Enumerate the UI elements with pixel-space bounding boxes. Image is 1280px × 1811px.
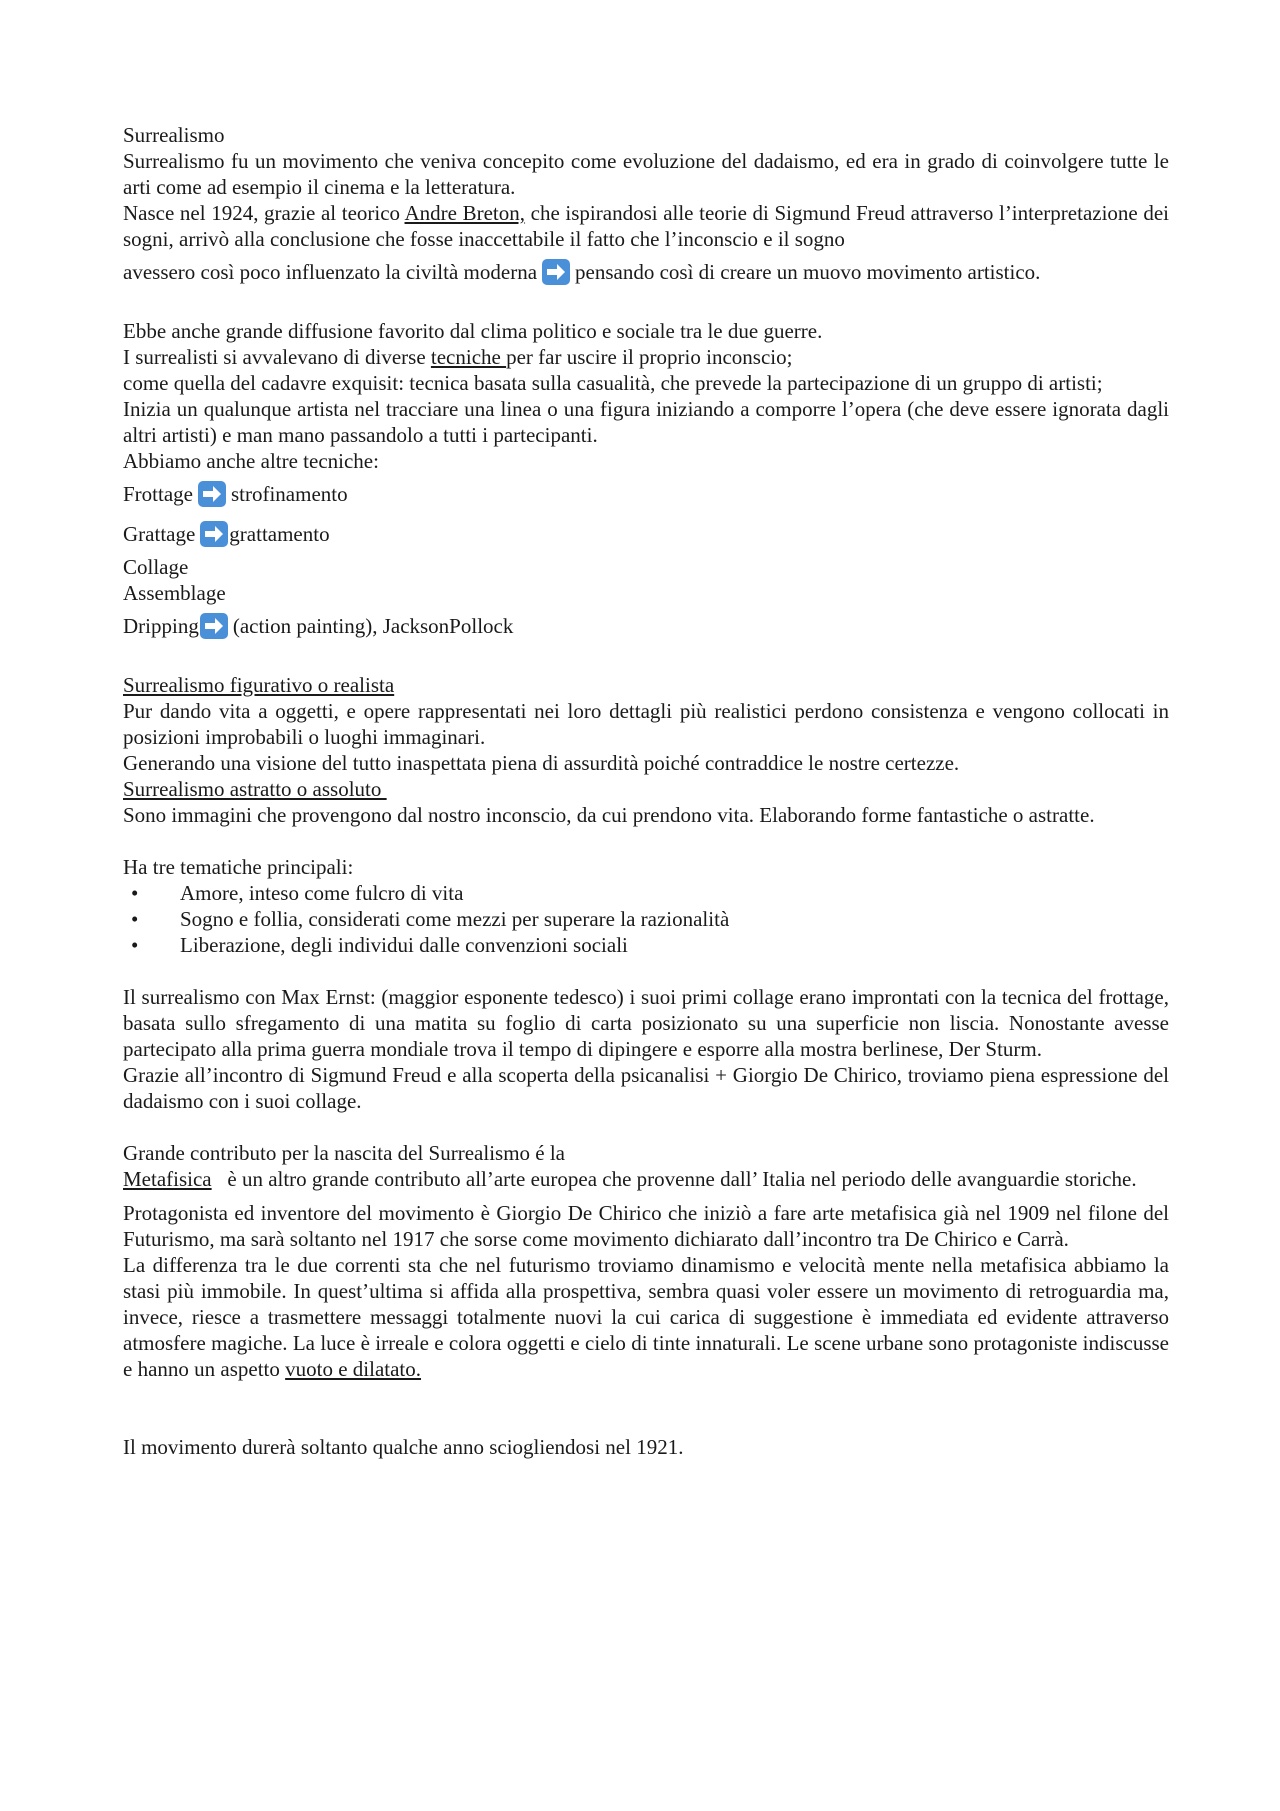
- metafisica-link: Metafisica: [123, 1167, 212, 1191]
- techniques-paragraph-5: Abbiamo anche altre tecniche:: [123, 449, 379, 473]
- techniques-paragraph-1: Ebbe anche grande diffusione favorito dal clima politico e sociale tra le due guerre.: [123, 319, 823, 343]
- technique-assemblage: Assemblage: [123, 581, 226, 605]
- metaphysics-paragraph-4: La differenza tra le due correnti sta che nel futurismo troviamo dinamismo e velocità mente nella metafisica abbiamo la stasi più immobile. In quest’ultima si affida alla prospettiva, sembra quasi voler essere un movimento di retroguardia ma, invece, riesce a trasmettere messaggi totalmente nuovi la cui carica di suggestione è immediata ed evidente attraverso atmosfere magiche. La luce è irreale e colora oggetti e cielo di tinte innaturali. Le scene urbane sono protagoniste indiscusse e hanno un aspetto vuoto e dilatato.: [123, 1253, 1169, 1381]
- andre-breton-link: Andre Breton,: [404, 201, 526, 225]
- themes-list: [123, 880, 1169, 958]
- techniques-paragraph-2: I surrealisti si avvalevano di diverse tecniche per far uscire il proprio inconscio;: [123, 345, 793, 369]
- figurative-paragraph-1: Pur dando vita a oggetti, e opere rappresentati nei loro dettagli più realistici perdono consistenza e vengono collocati in posizioni improbabili o luoghi immaginari.: [123, 699, 1169, 749]
- list-item: • Amore, inteso come fulcro di vita: [123, 880, 1169, 906]
- list-item: • Sogno e follia, considerati come mezzi per superare la razionalità: [123, 906, 1169, 932]
- right-arrow-icon: [199, 520, 229, 548]
- document-page: [123, 122, 1169, 1460]
- document-title: Surrealismo: [123, 123, 225, 147]
- closing-paragraph: Il movimento durerà soltanto qualche anno sciogliendosi nel 1921.: [123, 1435, 684, 1459]
- figurative-paragraph-2: Generando una visione del tutto inaspettata piena di assurdità poiché contraddice le nostre certezze.: [123, 751, 960, 775]
- tecniche-link: tecniche: [430, 345, 507, 369]
- technique-frottage: Frottage strofinamento: [123, 474, 1169, 514]
- techniques-paragraph-3: come quella del cadavre exquisit: tecnica basata sulla casualità, che prevede la partecipazione di un gruppo di artisti;: [123, 371, 1103, 395]
- right-arrow-icon: [541, 258, 571, 286]
- intro-paragraph-2-end: avessero così poco influenzato la civiltà moderna pensando così di creare un muovo movimento artistico.: [123, 252, 1169, 292]
- technique-dripping: Dripping (action painting), JacksonPollock: [123, 606, 1169, 646]
- ernst-paragraph-2: Grazie all’incontro di Sigmund Freud e alla scoperta della psicanalisi + Giorgio De Chirico, troviamo piena espressione del dadaismo con i suoi collage.: [123, 1063, 1169, 1113]
- intro-paragraph-1: Surrealismo fu un movimento che veniva concepito come evoluzione del dadaismo, ed era in grado di coinvolgere tutte le arti come ad esempio il cinema e la letteratura.: [123, 149, 1169, 199]
- metaphysics-paragraph-1: Grande contributo per la nascita del Surrealismo é la: [123, 1141, 566, 1165]
- technique-grattage: Grattage grattamento: [123, 514, 1169, 554]
- metaphysics-paragraph-3: Protagonista ed inventore del movimento è Giorgio De Chirico che iniziò a fare arte metafisica già nel 1909 nel filone del Futurismo, ma sarà soltanto nel 1917 che sorse come movimento dichiarato dall’incontro tra De Chirico e Carrà.: [123, 1201, 1169, 1251]
- list-item: • Liberazione, degli individui dalle convenzioni sociali: [123, 932, 1169, 958]
- ernst-paragraph-1: Il surrealismo con Max Ernst: (maggior esponente tedesco) i suoi primi collage erano improntati con la tecnica del frottage, basata sullo sfregamento di una matita su foglio di carta posizionato su una superficie non liscia. Nonostante avesse partecipato alla prima guerra mondiale trova il tempo di dipingere e esporre alla mostra berlinese, Der Sturm.: [123, 985, 1169, 1061]
- abstract-heading: Surrealismo astratto o assoluto: [123, 777, 387, 801]
- themes-intro: Ha tre tematiche principali:: [123, 855, 354, 879]
- intro-paragraph-2: Nasce nel 1924, grazie al teorico Andre Breton, che ispirandosi alle teorie di Sigmund Freud attraverso l’interpretazione dei sogni, arrivò alla conclusione che fosse inaccettabile il fatto che l’inconscio e il sogno: [123, 201, 1170, 251]
- figurative-heading: Surrealismo figurativo o realista: [123, 673, 395, 697]
- abstract-paragraph-1: Sono immagini che provengono dal nostro inconscio, da cui prendono vita. Elaborando forme fantastiche o astratte.: [123, 803, 1095, 827]
- right-arrow-icon: [197, 480, 227, 508]
- right-arrow-icon: [199, 612, 229, 640]
- techniques-paragraph-4: Inizia un qualunque artista nel tracciare una linea o una figura iniziando a comporre l’opera (che deve essere ignorata dagli altri artisti) e man mano passandolo a tutti i partecipanti.: [123, 397, 1169, 447]
- metaphysics-paragraph-2: Metafisica è un altro grande contributo all’arte europea che provenne dall’ Italia nel periodo delle avanguardie storiche.: [123, 1167, 1137, 1191]
- vuoto-dilatato-link: vuoto e dilatato.: [285, 1357, 422, 1381]
- technique-collage: Collage: [123, 555, 189, 579]
